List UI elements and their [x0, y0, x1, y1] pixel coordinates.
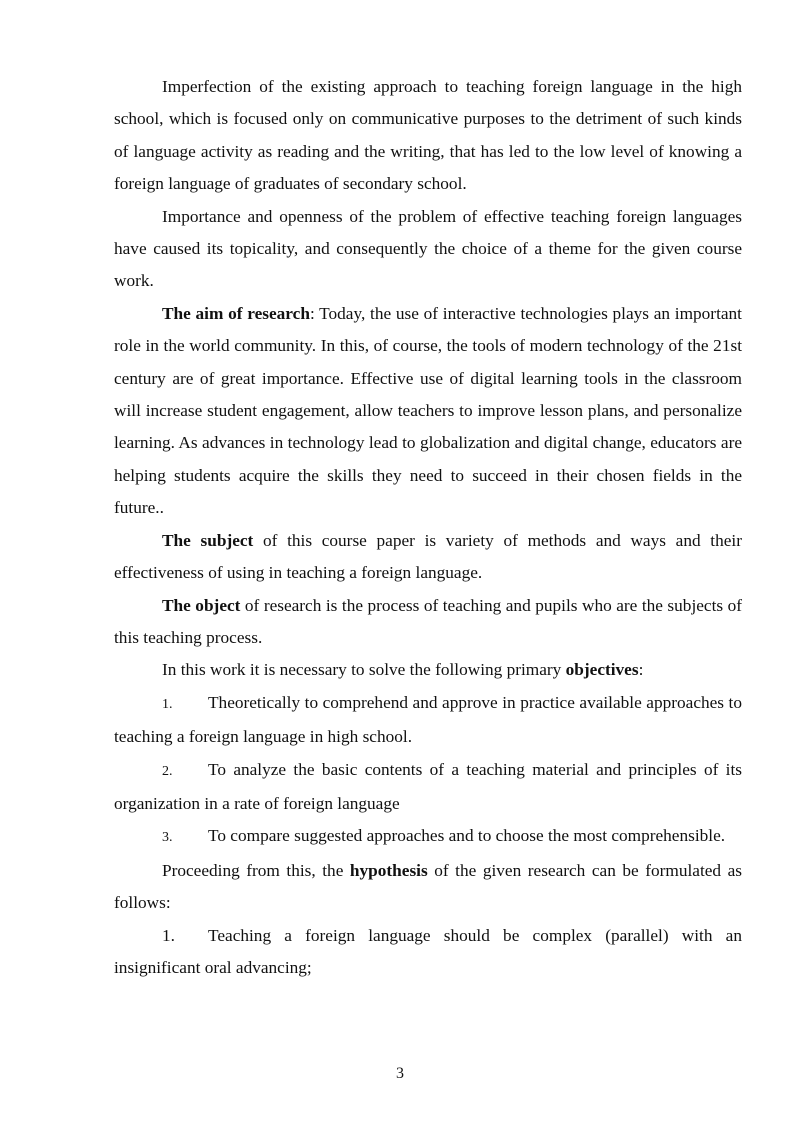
- objective-text: To analyze the basic contents of a teaching material and principles of its organization in a rate of foreign language: [114, 759, 742, 813]
- objectives-intro-after: :: [638, 660, 644, 680]
- paragraph-objectives-intro: [114, 654, 742, 686]
- hypothesis-text: Teaching a foreign language should be complex (parallel) with an insignificant oral advancing;: [114, 925, 742, 977]
- paragraph-subject: [114, 525, 742, 590]
- objective-text: To compare suggested approaches and to choose the most comprehensible.: [208, 826, 726, 846]
- subject-text: of this course paper is variety of methods and ways and their effectiveness of using in teaching a foreign language.: [114, 530, 742, 583]
- objective-text: Theoretically to comprehend and approve in practice available approaches to teaching a foreign language in high school.: [114, 692, 742, 747]
- objective-item: [114, 687, 742, 754]
- page-number: 3: [396, 1065, 404, 1082]
- aim-label: The aim of research: [162, 303, 310, 323]
- hypothesis-number: 1.: [162, 925, 175, 945]
- objectives-label: objectives: [565, 660, 639, 680]
- objective-item: [114, 754, 742, 821]
- paragraph-importance: Importance and openness of the problem of effective teaching foreign languages have caused its topicality, and consequently the choice of a theme for the given course work.: [114, 206, 742, 291]
- paragraph-imperfection: Imperfection of the existing approach to teaching foreign language in the high school, which is focused only on communicative purposes to the detriment of such kinds of language activity as reading and the writing, that has led to the low level of knowing a foreign language of graduates of secondary school.: [114, 77, 742, 194]
- aim-text: : Today, the use of interactive technologies plays an important role in the world community. In this, of course, the tools of modern technology of the 21st century are of great importance. Effective use of digital learning tools in the classroom will increase student engagement, allow teachers to improve lesson plans, and personalize learning. As advances in technology lead to globalization and digital change, educators are helping students acquire the skills they need to succeed in their chosen fields in the future..: [114, 303, 742, 518]
- hypothesis-intro-after: of the given research can be formulated as follows:: [114, 860, 742, 913]
- paragraph-hypothesis-intro: [114, 855, 742, 920]
- objective-item: [114, 820, 742, 854]
- page-body: [114, 71, 742, 984]
- paragraph-object: [114, 590, 742, 655]
- objective-number: 1.: [162, 696, 173, 712]
- object-text: of research is the process of teaching and pupils who are the subjects of this teaching process.: [114, 595, 743, 647]
- object-label: The object: [162, 595, 241, 615]
- hypothesis-intro-before: Proceeding from this, the: [162, 860, 350, 880]
- hypothesis-item: [114, 920, 742, 985]
- paragraph-aim: [114, 298, 742, 525]
- objective-number: 2.: [162, 763, 173, 779]
- objective-number: 3.: [162, 830, 173, 846]
- objectives-intro-before: In this work it is necessary to solve the following primary: [162, 660, 566, 680]
- subject-label: The subject: [162, 530, 254, 550]
- hypothesis-label: hypothesis: [349, 860, 428, 880]
